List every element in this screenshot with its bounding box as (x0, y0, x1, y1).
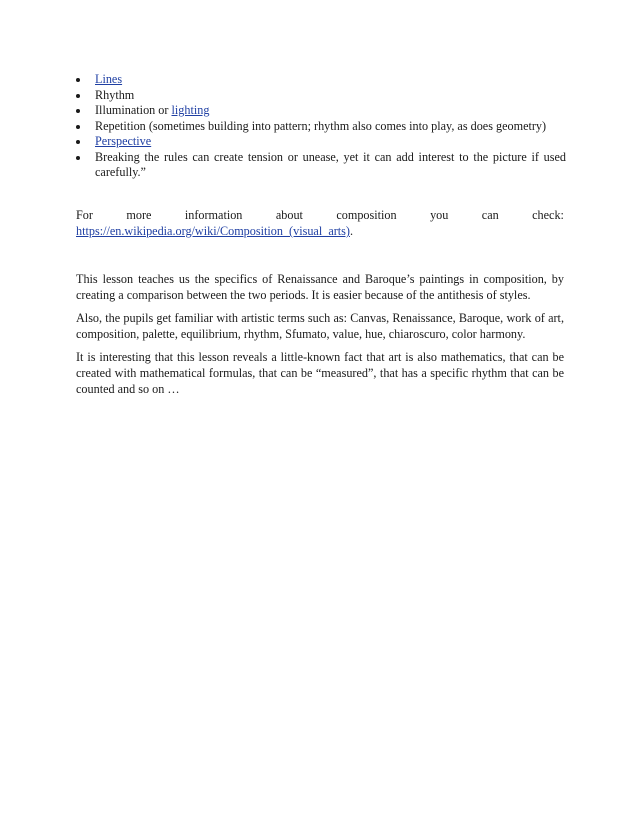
info-word: For (76, 208, 93, 222)
composition-elements-list (76, 72, 566, 181)
list-item-text: Repetition (sometimes building into pattern; rhythm also comes into play, as does geometry) (95, 118, 547, 133)
info-word: information (184, 208, 243, 222)
bullet-icon (76, 78, 80, 82)
more-info-url-line (76, 223, 353, 239)
list-item-text: Illumination or (95, 103, 172, 117)
info-word: can (481, 208, 499, 222)
info-word: composition (336, 208, 397, 222)
lighting-link[interactable]: lighting (171, 103, 210, 117)
info-word: check: (532, 208, 564, 222)
bullet-icon (76, 125, 80, 129)
info-word: about (275, 208, 303, 222)
info-word: more (126, 208, 152, 222)
list-item-text: Breaking the rules can create tension or unease, yet it can add interest to the picture if used carefully.” (95, 149, 566, 179)
list-item (76, 150, 566, 181)
wikipedia-composition-link[interactable]: https://en.wikipedia.org/wiki/Composition_(visual_arts) (76, 224, 350, 238)
list-item (76, 72, 566, 88)
lesson-paragraph-3: It is interesting that this lesson reveals a little-known fact that art is also mathematics, that can be created with mathematical formulas, that can be “measured”, that has a specific rhythm that can be counted and so on … (76, 350, 564, 396)
lines-link[interactable]: Lines (95, 72, 123, 86)
list-item-text: Rhythm (95, 87, 135, 102)
bullet-icon (76, 109, 80, 113)
bullet-icon (76, 140, 80, 144)
lesson-paragraph-1: This lesson teaches us the specifics of Renaissance and Baroque’s paintings in composition, by creating a comparison between the two periods. It is easier because of the antithesis of styles. (76, 272, 564, 302)
bullet-icon (76, 156, 80, 160)
perspective-link[interactable]: Perspective (95, 134, 152, 148)
list-item (76, 119, 566, 135)
list-item (76, 88, 566, 104)
lesson-paragraph-2: Also, the pupils get familiar with artistic terms such as: Canvas, Renaissance, Baroque, work of art, composition, palette, equilibrium, rhythm, Sfumato, value, hue, chiaroscuro, color harmony. (76, 311, 564, 341)
list-item (76, 103, 566, 119)
url-period: . (349, 224, 354, 238)
info-word: you (430, 208, 449, 222)
bullet-icon (76, 94, 80, 98)
list-item (76, 134, 566, 150)
more-info-line (76, 207, 564, 223)
